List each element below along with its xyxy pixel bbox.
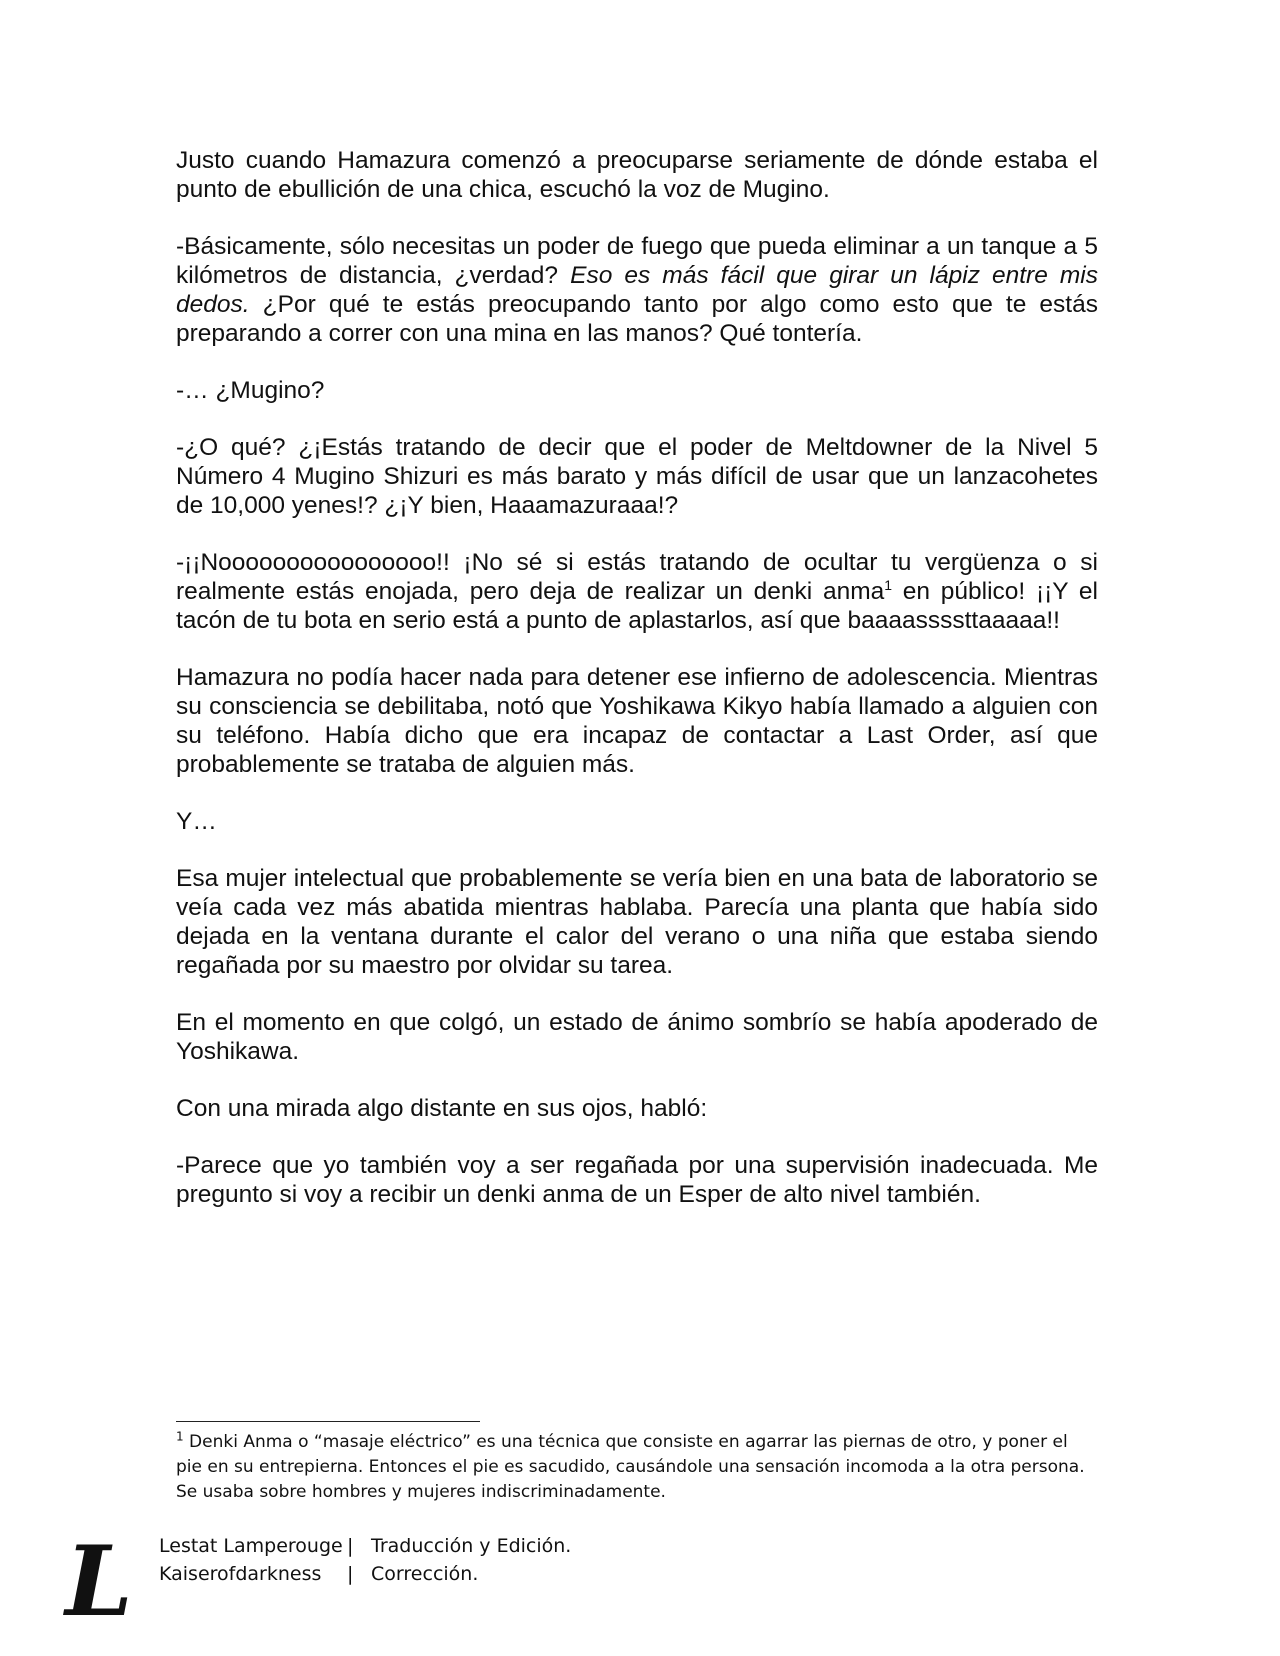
footnote-reference[interactable]: 1 bbox=[884, 576, 893, 593]
credit-separator: | bbox=[347, 1535, 354, 1557]
paragraph-7: Y… bbox=[176, 808, 217, 835]
paragraph-11: -Parece que yo también voy a ser regañada por una supervisión inadecuada. Me pregunto si voy a recibir un denki anma de un Esper de alto nivel también. bbox=[176, 1152, 1098, 1208]
paragraph-2-end: ¿Por qué te estás preocupando tanto por algo como esto que te estás preparando a correr con una mina en las manos? Qué tontería. bbox=[176, 291, 1098, 347]
credit-separator: | bbox=[347, 1563, 354, 1585]
paragraph-5 bbox=[176, 548, 1098, 635]
credit-row bbox=[159, 1532, 571, 1560]
paragraph-10: Con una mirada algo distante en sus ojos, habló: bbox=[176, 1095, 708, 1122]
paragraph-2-start: -Básicamente, sólo necesitas un poder de fuego que pueda eliminar a un tanque a 5 kilómetros de distancia, ¿verdad? bbox=[176, 233, 1098, 289]
paragraph-3: -… ¿Mugino? bbox=[176, 377, 325, 404]
footnote-number: 1 bbox=[176, 1429, 184, 1444]
paragraph-1: Justo cuando Hamazura comenzó a preocuparse seriamente de dónde estaba el punto de ebullición de una chica, escuchó la voz de Mugino. bbox=[176, 147, 1098, 203]
footnote-separator bbox=[176, 1421, 480, 1422]
gothic-l-logo: L bbox=[65, 1525, 133, 1638]
paragraph-2-italic: Eso es más fácil que girar un lápiz entre mis dedos. bbox=[176, 262, 1098, 318]
credit-name: Kaiserofdarkness bbox=[159, 1563, 322, 1585]
paragraph-6: Hamazura no podía hacer nada para detener ese infierno de adolescencia. Mientras su consciencia se debilitaba, notó que Yoshikawa Kikyo había llamado a alguien con su teléfono. Había dicho que era incapaz de contactar a Last Order, así que probablemente se trataba de alguien más. bbox=[176, 664, 1098, 778]
credit-role: Corrección. bbox=[365, 1563, 479, 1585]
page-body bbox=[176, 146, 1098, 1237]
footnote bbox=[176, 1430, 1096, 1505]
paragraph-5-start: -¡¡Noooooooooooooooo!! ¡No sé si estás tratando de ocultar tu vergüenza o si realmente estás enojada, pero deja de realizar un denki anma bbox=[176, 549, 1098, 605]
footnote-text: Denki Anma o “masaje eléctrico” es una técnica que consiste en agarrar las piernas de otro, y poner el pie en su entrepierna. Entonces el pie es sacudido, causándole una sensación incomoda a la otra persona. Se usaba sobre hombres y mujeres indiscriminadamente. bbox=[176, 1432, 1085, 1502]
paragraph-2 bbox=[176, 232, 1098, 348]
credit-row bbox=[159, 1560, 571, 1588]
credit-name: Lestat Lamperouge bbox=[159, 1535, 343, 1557]
paragraph-9: En el momento en que colgó, un estado de ánimo sombrío se había apoderado de Yoshikawa. bbox=[176, 1009, 1098, 1065]
credits-block bbox=[159, 1532, 571, 1588]
paragraph-4: -¿O qué? ¿¡Estás tratando de decir que el poder de Meltdowner de la Nivel 5 Número 4 Mugino Shizuri es más barato y más difícil de usar que un lanzacohetes de 10,000 yenes!? ¿¡Y bien, Haaamazuraaa!? bbox=[176, 434, 1098, 519]
paragraph-5-end: en público! ¡¡Y el tacón de tu bota en serio está a punto de aplastarlos, así que baaaassssttaaaaa!! bbox=[176, 578, 1098, 634]
paragraph-8: Esa mujer intelectual que probablemente se vería bien en una bata de laboratorio se veía cada vez más abatida mientras hablaba. Parecía una planta que había sido dejada en la ventana durante el calor del verano o una niña que estaba siendo regañada por su maestro por olvidar su tarea. bbox=[176, 865, 1098, 979]
credit-role: Traducción y Edición. bbox=[365, 1535, 572, 1557]
